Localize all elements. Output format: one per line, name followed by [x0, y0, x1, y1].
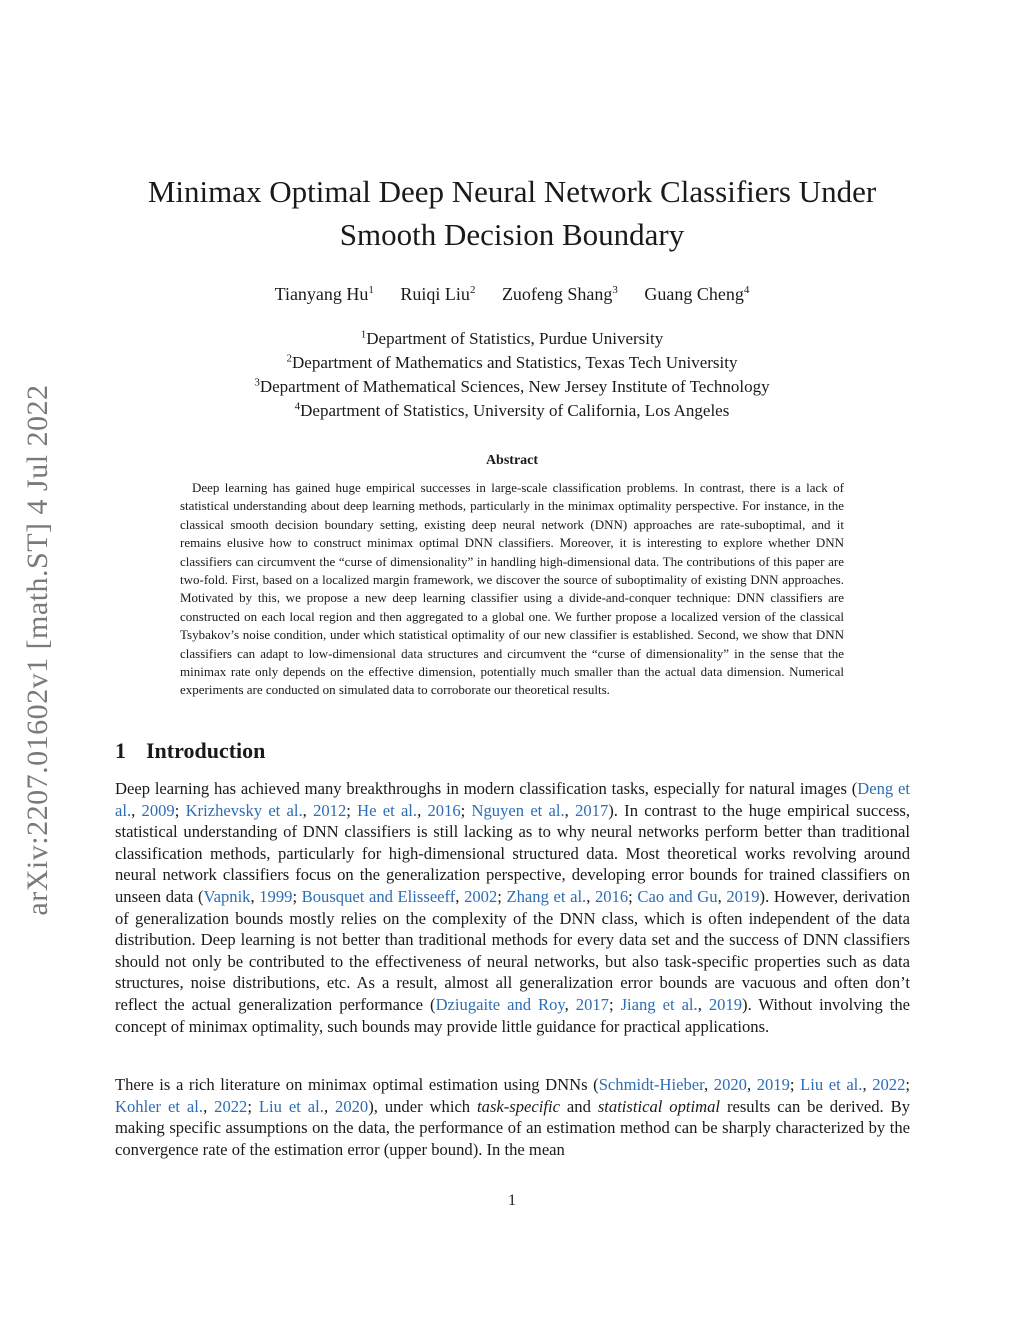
- citation-link[interactable]: Deng et al.: [115, 779, 910, 820]
- author: Guang Cheng$^4$: [644, 284, 750, 304]
- citation-link[interactable]: Nguyen et al.: [471, 800, 565, 820]
- citation-year-link[interactable]: 1999: [259, 886, 293, 906]
- citation-link[interactable]: Krizhevsky et al.: [185, 800, 303, 820]
- citation-link[interactable]: Liu et al.: [800, 1075, 863, 1094]
- page-number: 1: [508, 1192, 516, 1209]
- citation-year-link[interactable]: 2022: [872, 1075, 906, 1094]
- affiliation: $^4$Department of Statistics, University of California, Los Angeles: [294, 400, 730, 420]
- citation-link[interactable]: Liu et al.: [258, 1096, 324, 1116]
- affiliation: $^2$Department of Mathematics and Statistics, Texas Tech University: [286, 352, 738, 372]
- author: Zuofeng Shang$^3$: [501, 284, 618, 304]
- citation-year-link[interactable]: 2016: [594, 886, 629, 906]
- intro-paragraph-2: There is a rich literature on minimax optimal estimation using DNNs (Schmidt-Hieber, 2020, 2019; Liu et al., 2022; Kohler et al., 2022; Liu et al., 2020), under which task-specific and statistical optimal results can be derived. By making specific assumptions on the data, the performance of an estimation method can be sharply characterized by the convergence rate of the estimation error (upper bound). In the mean: [115, 1075, 911, 1159]
- paper-title: [112, 170, 912, 256]
- citation-year-link[interactable]: 2017: [575, 800, 609, 820]
- abstract-heading: Abstract: [485, 453, 539, 468]
- abstract-body: Deep learning has gained huge empirical successes in large-scale classification problems. In contrast, there is a lack of statistical understanding about deep learning methods, particularly in the minimax optimality perspective. For instance, in the classical smooth decision boundary setting, existing deep neural network (DNN) approaches are rate-suboptimal, and it remains elusive how to construct minimax optimal DNN classifiers. Moreover, it is interesting to explore whether DNN classifiers can circumvent the “curse of dimensionality” in handling high-dimensional data. The contributions of this paper are two-fold. First, based on a localized margin framework, we discover the source of suboptimality of existing DNN approaches. Motivated by this, we propose a new deep learning classifier using a divide-and-conquer technique: DNN classifiers are constructed on each local region and then aggregated to a global one. We further propose a localized version of the classical Tsybakov’s noise condition, under which statistical optimality of our new classifier is established. Second, we show that DNN classifiers can adapt to low-dimensional data structures and circumvent the “curse of dimensionality” in the sense that the minimax rate only depends on the effective dimension, potentially much smaller than the actual data dimension. Numerical experiments are conducted on simulated data to corroborate our theoretical results.: [180, 480, 844, 698]
- citation-link[interactable]: He et al.: [357, 800, 418, 820]
- affiliation-list: [112, 327, 912, 423]
- citation-link[interactable]: Zhang et al.: [506, 886, 587, 906]
- author: Tianyang Hu$^1$: [274, 284, 374, 304]
- citation-link[interactable]: Cao and Gu: [637, 886, 718, 906]
- citation-year-link[interactable]: 2009: [141, 800, 175, 820]
- citation-year-link[interactable]: 2012: [313, 800, 347, 820]
- citation-link[interactable]: Dziugaite and Roy: [435, 994, 565, 1014]
- title-line-1: Minimax Optimal Deep Neural Network Classifiers Under: [147, 174, 877, 209]
- intro-paragraph-1: Deep learning has achieved many breakthroughs in modern classification tasks, especially for natural images (Deng et al., 2009; Krizhevsky et al., 2012; He et al., 2016; Nguyen et al., 2017). In contrast to the huge empirical success, statistical understanding of DNN classifiers is still lacking as to why neural networks perform better than traditional classification methods, particularly for high-dimensional structured data. Most theoretical works revolving around neural network classifiers focus on the generalization perspective, developing error bounds for trained classifiers on unseen data (Vapnik, 1999; Bousquet and Elisseeff, 2002; Zhang et al., 2016; Cao and Gu, 2019). However, derivation of generalization bounds mostly relies on the complexity of the DNN class, which is often independent of the data distribution. Deep learning is not better than traditional methods for every data set and the success of DNN classifiers should not only be contributed to the effectiveness of neural networks, but also task-specific properties such as data structures, noise distributions, etc. As a result, almost all generalization error bounds are vacuous and often don’t reflect the actual generalization performance (Dziugaite and Roy, 2017; Jiang et al., 2019). Without involving the concept of minimax optimality, such bounds may provide little guidance for practical applications.: [115, 779, 911, 1036]
- emphasis: statistical optimal: [597, 1096, 721, 1116]
- author: Ruiqi Liu$^2$: [400, 284, 476, 304]
- emphasis: task-specific: [477, 1096, 560, 1116]
- citation-link[interactable]: Bousquet and Elisseeff: [301, 886, 456, 906]
- citation-year-link[interactable]: 2020: [335, 1096, 369, 1116]
- citation-year-link[interactable]: 2020: [713, 1075, 747, 1094]
- citation-year-link[interactable]: 2019: [708, 994, 743, 1014]
- title-line-2: Smooth Decision Boundary: [339, 217, 685, 252]
- citation-link[interactable]: Kohler et al.: [115, 1096, 204, 1116]
- section-heading: [115, 738, 265, 764]
- citation-year-link[interactable]: 2002: [464, 886, 498, 906]
- section-number: 1: [115, 738, 126, 763]
- affiliation: $^1$Department of Statistics, Purdue University: [360, 328, 664, 348]
- citation-link[interactable]: Schmidt-Hieber: [598, 1075, 705, 1094]
- citation-link[interactable]: Jiang et al.: [620, 994, 698, 1014]
- citation-link[interactable]: Vapnik: [203, 886, 251, 906]
- citation-year-link[interactable]: 2022: [214, 1096, 248, 1116]
- section-title: Introduction: [146, 738, 266, 763]
- citation-year-link[interactable]: 2016: [427, 800, 461, 820]
- citation-year-link[interactable]: 2019: [726, 886, 760, 906]
- citation-year-link[interactable]: 2017: [575, 994, 609, 1014]
- affiliation: $^3$Department of Mathematical Sciences, New Jersey Institute of Technology: [254, 376, 770, 396]
- citation-year-link[interactable]: 2019: [756, 1075, 790, 1094]
- arxiv-stamp: arXiv:2207.01602v1 [math.ST] 4 Jul 2022: [21, 384, 54, 916]
- author-list: [112, 284, 912, 305]
